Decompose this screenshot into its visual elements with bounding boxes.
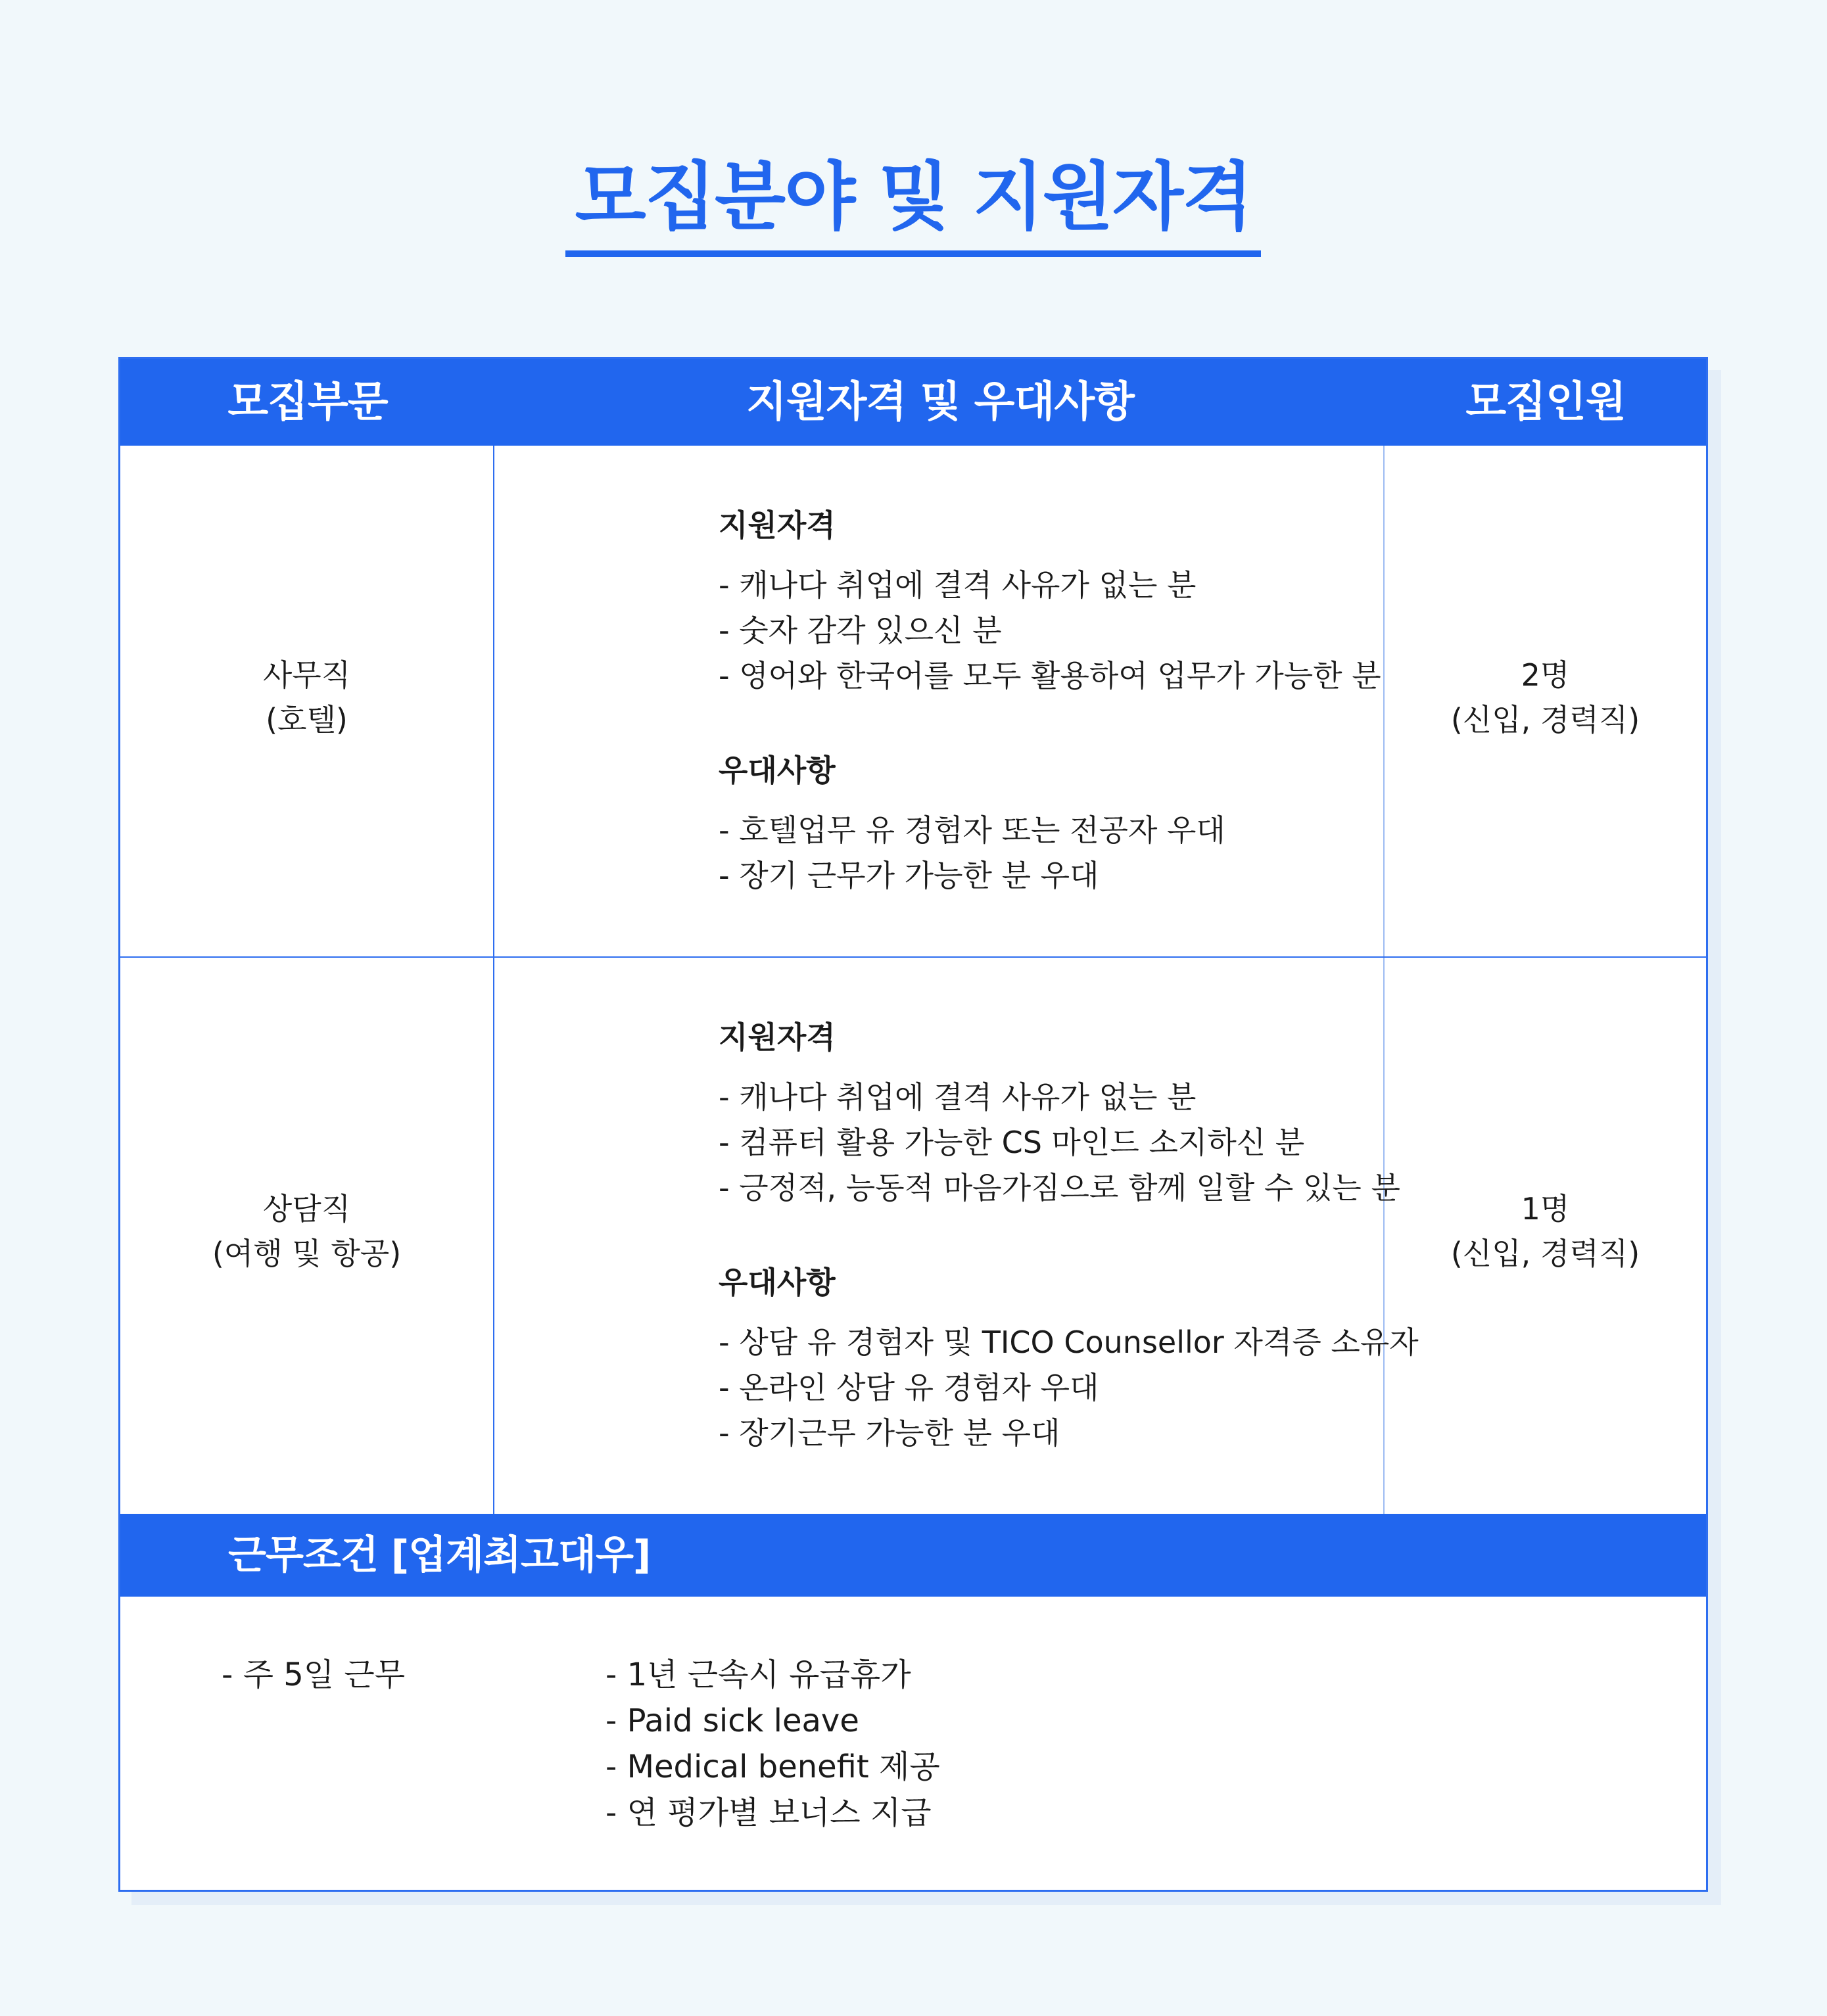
conditions-title: 근무조건 [업계최고대우]	[228, 1532, 651, 1578]
list-item: - 1년 근속시 유급휴가	[605, 1656, 911, 1693]
headcount-number: 1명	[1521, 1191, 1570, 1227]
column-divider-1	[493, 446, 494, 1514]
recruitment-table	[118, 357, 1708, 1892]
preferences-heading: 우대사항	[719, 1265, 836, 1300]
headcount-type: (신입, 경력직)	[1450, 1236, 1640, 1271]
position-detail: (호텔)	[266, 702, 348, 738]
conditions-left	[222, 1652, 405, 1698]
position-name: 사무직	[262, 657, 351, 693]
title-underline	[565, 250, 1261, 257]
row1-details	[719, 502, 1381, 899]
list-item: - 숫자 감각 있으신 분	[719, 613, 1002, 648]
header-headcount: 모집인원	[1465, 378, 1626, 427]
header-position: 모집부문	[227, 378, 388, 427]
list-item: - 장기근무 가능한 분 우대	[719, 1415, 1060, 1451]
list-item: - 호텔업무 유 경험자 또는 전공자 우대	[719, 812, 1225, 848]
list-item: - 긍정적, 능동적 마음가짐으로 함께 일할 수 있는 분	[719, 1170, 1400, 1206]
row1-headcount	[1385, 653, 1706, 742]
list-item: - Paid sick leave	[605, 1702, 859, 1739]
table-header	[120, 359, 1706, 446]
row2-details	[719, 1014, 1419, 1456]
row2-position	[120, 1186, 493, 1276]
list-item: - 캐나다 취업에 결격 사유가 없는 분	[719, 567, 1197, 603]
conditions-right	[605, 1652, 940, 1836]
list-item: - 상담 유 경험자 및 TICO Counsellor 자격증 소유자	[719, 1324, 1419, 1360]
row1-position	[120, 653, 493, 742]
position-detail: (여행 및 항공)	[212, 1236, 402, 1271]
page-title: 모집분야 및 지원자격	[575, 154, 1252, 240]
conditions-header	[120, 1514, 1706, 1597]
qualifications-heading: 지원자격	[719, 1020, 836, 1055]
row-divider	[120, 956, 1706, 958]
headcount-type: (신입, 경력직)	[1450, 702, 1640, 738]
header-qualifications: 지원자격 및 우대사항	[746, 378, 1134, 427]
position-name: 상담직	[262, 1191, 351, 1227]
list-item: - 컴퓨터 활용 가능한 CS 마인드 소지하신 분	[719, 1125, 1305, 1160]
list-item: - 온라인 상담 유 경험자 우대	[719, 1370, 1099, 1405]
list-item: - 장기 근무가 가능한 분 우대	[719, 858, 1099, 893]
row2-headcount	[1385, 1186, 1706, 1276]
qualifications-heading: 지원자격	[719, 507, 836, 543]
list-item: - 영어와 한국어를 모두 활용하여 업무가 가능한 분	[719, 658, 1381, 693]
list-item: - 캐나다 취업에 결격 사유가 없는 분	[719, 1079, 1197, 1115]
list-item: - Medical benefit 제공	[605, 1748, 940, 1785]
list-item: - 주 5일 근무	[222, 1656, 406, 1693]
preferences-heading: 우대사항	[719, 753, 836, 788]
headcount-number: 2명	[1521, 657, 1570, 693]
list-item: - 연 평가별 보너스 지급	[605, 1794, 932, 1831]
